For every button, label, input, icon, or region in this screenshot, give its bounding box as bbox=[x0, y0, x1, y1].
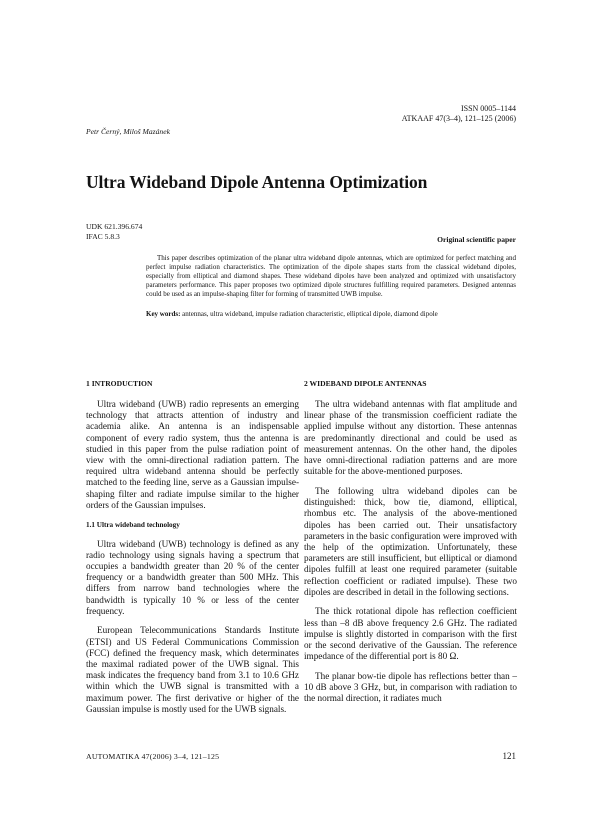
body-paragraph: European Telecommunications Standards Institute (ETSI) and US Federal Communications Commission (FCC) defined the frequency mask, which determinates the maximal radiated power of the UWB signal. This mask indicates the frequency band from 3.1 to 10.6 GHz within which the UWB signal is transmitted with a maximum power. The first derivative or higher of the Gaussian impulse is mostly used for the UWB signals. bbox=[86, 625, 299, 714]
section-heading-wideband-dipoles: 2 WIDEBAND DIPOLE ANTENNAS bbox=[304, 379, 427, 388]
keywords bbox=[146, 310, 516, 319]
ifac-code: IFAC 5.8.3 bbox=[86, 231, 120, 241]
paper-type: Original scientific paper bbox=[437, 235, 516, 244]
body-paragraph: Ultra wideband (UWB) technology is defined as any radio technology using signals having a spectrum that occupies a bandwidth greater than 20 % of the center frequency or a bandwidth greater than 500 MHz. This differs from narrow band technologies where the bandwidth is typically 10 % or less of the center frequency. bbox=[86, 538, 299, 616]
authors: Petr Černý, Miloš Mazánek bbox=[86, 127, 170, 136]
body-paragraph: Ultra wideband (UWB) radio represents an emerging technology that attracts attention of industry and academia alike. An antenna is an indispensable component of every radio system, thus the antenna is studied in this paper from the pulse radiation point of view with the omni-directional radiation pattern. The required ultra wideband antenna should be perfectly matched to the feeding line, serve as a Gaussian impulse-shaping filter and radiate impulse similar to the higher orders of the Gaussian impulses. bbox=[86, 399, 299, 510]
body-paragraph: The ultra wideband antennas with flat amplitude and linear phase of the transmission coefficient radiate the applied impulse without any distortion. These antennas are predominantly directional and could be used as measurement antennas. On the other hand, the dipoles have omni-directional radiation patterns and are more suitable for the above-mentioned purposes. bbox=[304, 399, 517, 477]
classification bbox=[86, 222, 142, 241]
body-paragraph: The planar bow-tie dipole has reflections better than –10 dB above 3 GHz, but, in comparison with radiation to the normal direction, it radiates much bbox=[304, 670, 517, 704]
keywords-label: Key words: bbox=[146, 310, 181, 318]
abstract: This paper describes optimization of the planar ultra wideband dipole antennas, which are optimized for perfect matching and perfect impulse radiation characteristics. The optimization of the dipole shapes starts from the classical wideband dipoles, especially from elliptical and diamond shapes. These wideband dipoles have been analyzed and optimized with unsatisfactory parameters performance. This paper proposes two optimized dipole structures fulfilling required parameters. Designed antennas could be used as an impulse-shaping filter for forming of transmitted UWB impulse. bbox=[146, 254, 516, 298]
paper-title: Ultra Wideband Dipole Antenna Optimization bbox=[86, 172, 428, 192]
left-column bbox=[86, 379, 299, 724]
journal-info bbox=[402, 104, 516, 123]
body-paragraph: The following ultra wideband dipoles can be distinguished: thick, bow tie, diamond, elliptical, rhombus etc. The analysis of the above-mentioned dipoles has been carried out. Their unsatisfactory parameters in the basic configuration were improved with the help of the optimization. Unfortunately, these parameters are still insufficient, but elliptical or diamond dipoles fulfill at least one required parameter (suitable reflection coefficient or radiated impulse). These two dipoles are described in detail in the following sections. bbox=[304, 485, 517, 597]
footer-journal: AUTOMATIKA 47(2006) 3–4, 121–125 bbox=[86, 752, 220, 761]
keywords-text: antennas, ultra wideband, impulse radiation characteristic, elliptical dipole, diamond dipole bbox=[182, 310, 438, 318]
udk-code: UDK 621.396.674 bbox=[86, 222, 143, 231]
citation: ATKAAF 47(3–4), 121–125 (2006) bbox=[401, 113, 516, 123]
page-number: 121 bbox=[502, 751, 516, 761]
subsection-heading-uwb-technology: 1.1 Ultra wideband technology bbox=[86, 520, 180, 529]
issn: ISSN 0005–1144 bbox=[460, 104, 516, 113]
body-paragraph: The thick rotational dipole has reflection coefficient less than –8 dB above frequency 2.6 GHz. The radiated impulse is slightly distorted in comparison with the first or the second derivative of the Gaussian. The reference impedance of the differential port is 80 Ω. bbox=[304, 606, 517, 662]
section-heading-introduction: 1 INTRODUCTION bbox=[86, 379, 153, 388]
right-column bbox=[304, 379, 517, 713]
